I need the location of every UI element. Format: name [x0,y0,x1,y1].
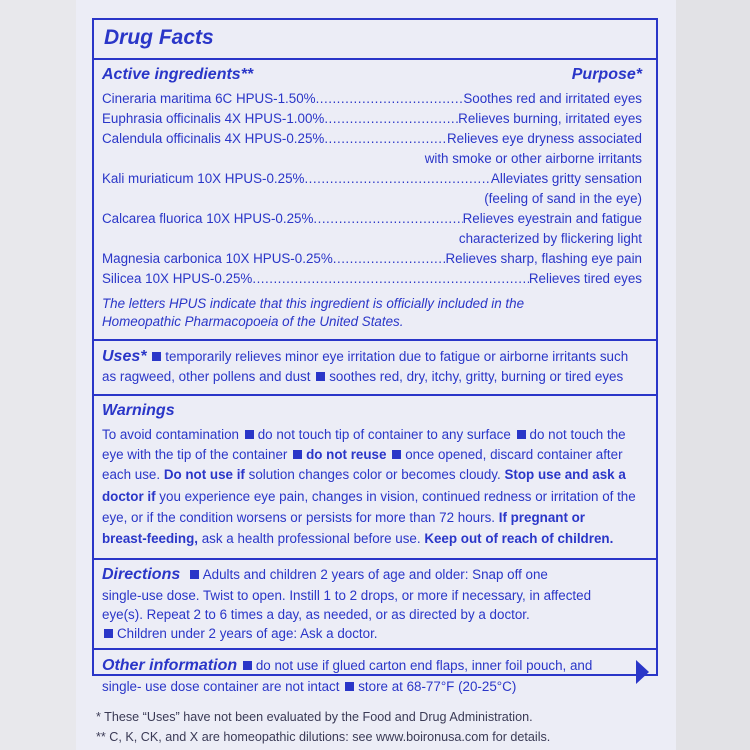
uses-heading: Uses* [102,348,147,365]
purpose-continued: (feeling of sand in the eye) [484,191,642,206]
divider-warnings [92,394,658,396]
ingredient-row: Calcarea fluorica 10X HPUS-0.25% ..... Relieves eyestrain and fatigue [102,210,642,227]
active-ingredients-heading: Active ingredients** [102,66,254,83]
ingredient-row: Calendula officinalis 4X HPUS-0.25% ..... Relieves eye dryness associated [102,130,642,147]
warnings-line6: breast-feeding, ask a health professional before use. Keep out of reach of children. [102,531,614,546]
divider-title [92,58,658,60]
bullet-square [190,570,199,579]
bullet-square [152,352,161,361]
warnings-line5: eye, or if the condition worsens or persists for more than 72 hours. If pregnant or [102,510,586,525]
directions-heading: Directions [102,566,181,583]
other-line1: Other information do not use if glued carton end flaps, inner foil pouch, and [102,657,593,674]
directions-line2: single-use dose. Twist to open. Instill 1 to 2 drops, or more if necessary, in affected [102,588,592,603]
warnings-heading: Warnings [102,402,175,419]
uses-line1: Uses* temporarily relieves minor eye irritation due to fatigue or airborne irritants such [102,348,629,365]
ingredient-row: Cineraria maritima 6C HPUS-1.50% ..... Soothes red and irritated eyes [102,90,642,107]
directions-line1: Directions Adults and children 2 years of age and older: Snap off one [102,566,548,583]
drug-facts-title: Drug Facts [104,26,214,49]
hpus-note-line1: The letters HPUS indicate that this ingredient is officially included in the [102,296,525,311]
ingredient-row: Silicea 10X HPUS-0.25% ..... Relieves tired eyes [102,270,642,287]
ingredient-row: Kali muriaticum 10X HPUS-0.25% ..... Alleviates gritty sensation [102,170,642,187]
bullet-square [316,372,325,381]
warnings-line4: doctor if you experience eye pain, changes in vision, continued redness or irritation of the [102,489,636,504]
bullet-square [517,430,526,439]
other-info-heading: Other information [102,657,238,674]
purpose-continued: characterized by flickering light [458,231,642,246]
background-right [676,0,750,750]
warnings-line2: eye with the tip of the container do not reuse once opened, discard container after [102,447,623,462]
footnote-dilutions: ** C, K, CK, and X are homeopathic dilutions: see www.boironusa.com for details. [96,730,551,744]
bullet-square [243,661,252,670]
divider-other [92,648,658,650]
bullet-square [293,450,302,459]
ingredient-row: Magnesia carbonica 10X HPUS-0.25% ..... Relieves sharp, flashing eye pain [102,250,642,267]
background-left [0,0,76,750]
bullet-square [104,629,113,638]
other-line2: single- use dose container are not intact store at 68-77°F (20-25°C) [102,679,517,694]
bullet-square [345,682,354,691]
ingredient-row: Euphrasia officinalis 4X HPUS-1.00% ..... Relieves burning, irritated eyes [102,110,642,127]
hpus-note-line2: Homeopathic Pharmacopoeia of the United States. [102,314,404,329]
divider-uses [92,339,658,341]
bullet-square [245,430,254,439]
footnote-uses: * These “Uses” have not been evaluated by the Food and Drug Administration. [96,710,533,724]
warnings-line1: To avoid contamination do not touch tip of container to any surface do not touch the [102,427,626,442]
directions-line4: Children under 2 years of age: Ask a doctor. [102,625,378,642]
uses-line2: as ragweed, other pollens and dust soothes red, dry, itchy, gritty, burning or tired eyes [102,369,624,384]
purpose-heading: Purpose* [571,66,642,83]
continue-arrow-icon [636,660,649,684]
divider-directions [92,558,658,560]
bullet-square [392,450,401,459]
purpose-continued: with smoke or other airborne irritants [424,151,642,166]
directions-line3: eye(s). Repeat 2 to 6 times a day, as needed, or as directed by a doctor. [102,607,530,622]
warnings-line3: each use. Do not use if solution changes color or becomes cloudy. Stop use and ask a [102,467,626,482]
